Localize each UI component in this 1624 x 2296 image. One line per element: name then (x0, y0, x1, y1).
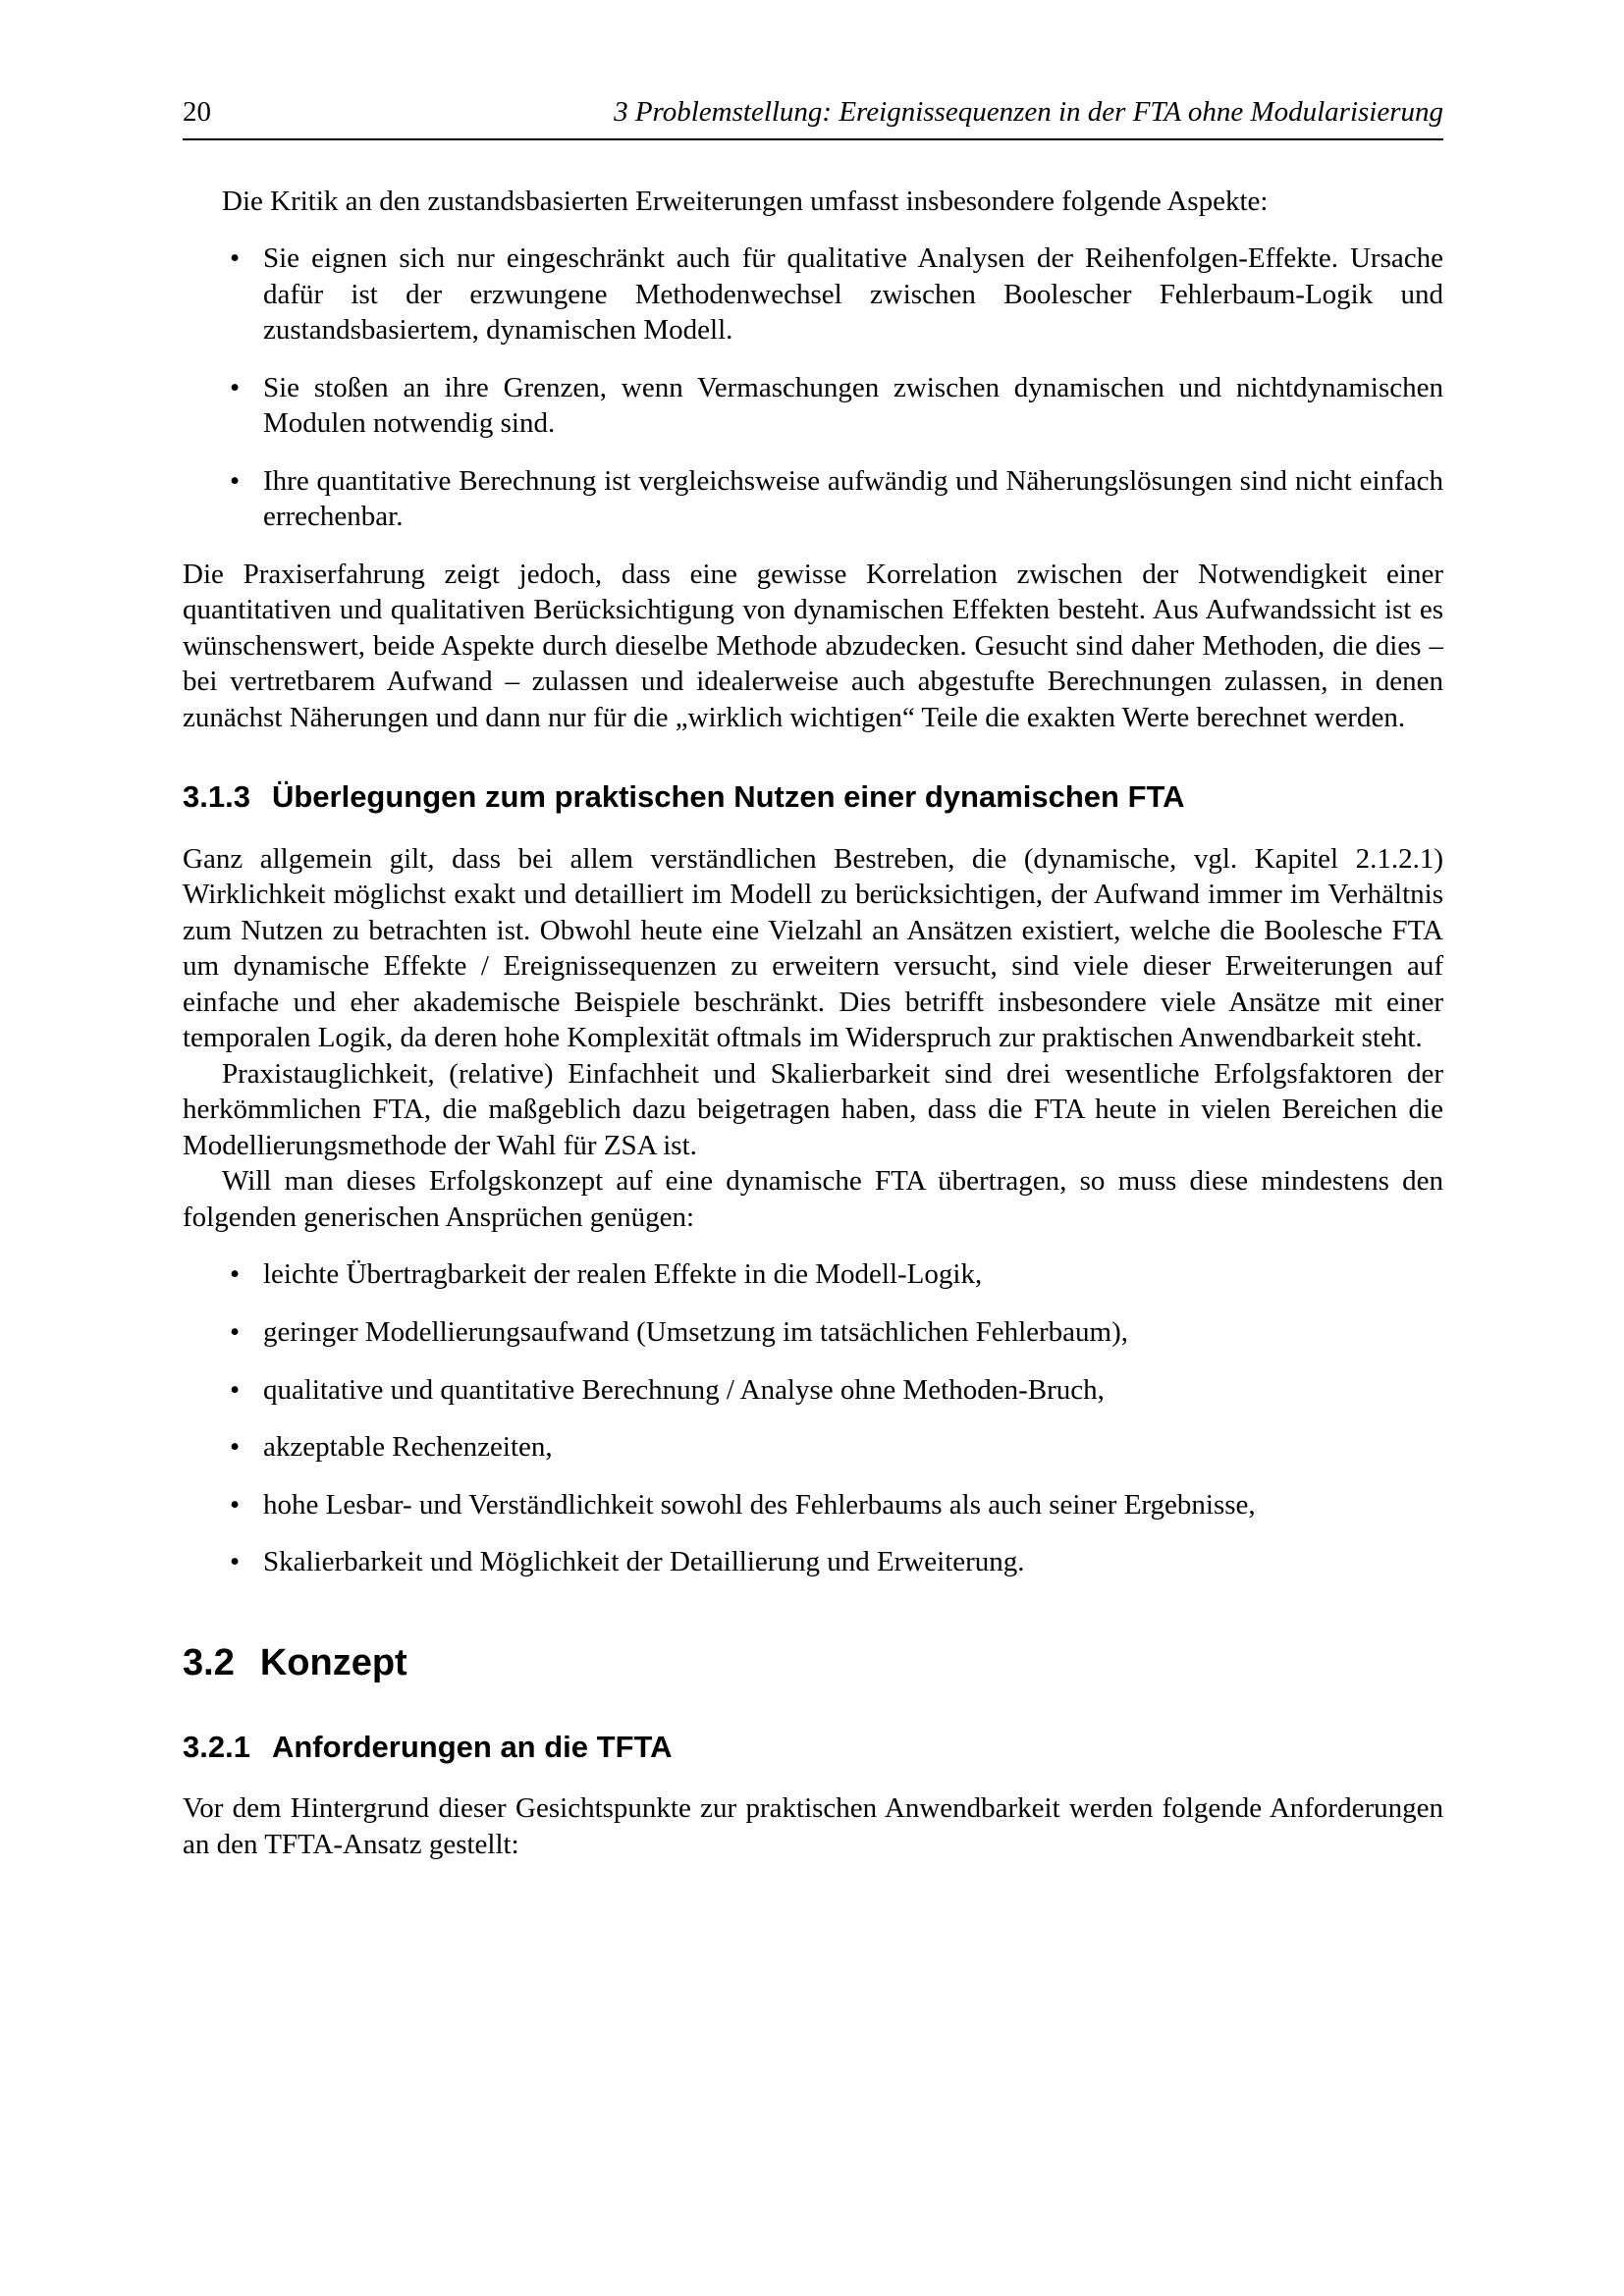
heading-number: 3.1.3 (183, 779, 250, 815)
heading-title: Überlegungen zum praktischen Nutzen einer dynamischen FTA (271, 779, 1185, 815)
running-header (183, 94, 1443, 131)
paragraph-will-man: Will man dieses Erfolgskonzept auf eine dynamische FTA übertragen, so muss diese mindestens den folgenden generischen Ansprüchen genügen: (183, 1165, 1443, 1233)
list-item: • Sie stoßen an ihre Grenzen, wenn Vermaschungen zwischen dynamischen und nichtdynamischen Modulen notwendig sind. (263, 370, 1443, 442)
intro-paragraph: Die Kritik an den zustandsbasierten Erweiterungen umfasst insbesondere folgende Aspekte: (222, 185, 1269, 217)
heading-number: 3.2 (183, 1641, 235, 1683)
running-header-title: 3 Problemstellung: Ereignissequenzen in der FTA ohne Modularisierung (614, 96, 1443, 128)
list-item: • geringer Modellierungsaufwand (Umsetzung im tatsächlichen Fehlerbaum), (263, 1314, 1443, 1351)
heading-3-2 (183, 1641, 1443, 1686)
list-item: • Skalierbarkeit und Möglichkeit der Detaillierung und Erweiterung. (263, 1544, 1443, 1580)
paragraph-ganz-allgemein: Ganz allgemein gilt, dass bei allem verständlichen Bestreben, die (dynamische, vgl. Kapitel 2.1.2.1) Wirklichkeit möglichst exakt und detailliert im Modell zu berücksichtigen, der Aufwand immer im Verhältnis zum Nutzen zu betrachten ist. Obwohl heute eine Vielzahl an Ansätzen existiert, welche die Boolesche FTA um dynamische Effekte / Ereignissequenzen zu erweitern versucht, sind viele dieser Erweiterungen auf einfache und eher akademische Beispiele beschränkt. Dies betrifft insbesondere viele Ansätze mit einer temporalen Logik, da deren hohe Komplexität oftmals im Widerspruch zur praktischen Anwendbarkeit steht. (183, 842, 1443, 1054)
heading-number: 3.2.1 (183, 1730, 250, 1765)
list-item: • Sie eignen sich nur eingeschränkt auch für qualitative Analysen der Reihenfolgen-Effekte. Ursache dafür ist der erzwungene Methodenwechsel zwischen Boolescher Fehlerbaum-Logik und zustandsbasiertem, dynamischen Modell. (263, 240, 1443, 348)
list-item: • leichte Übertragbarkeit der realen Effekte in die Modell-Logik, (263, 1256, 1443, 1293)
heading-title: Anforderungen an die TFTA (271, 1730, 673, 1765)
list-item: • qualitative und quantitative Berechnung / Analyse ohne Methoden-Bruch, (263, 1372, 1443, 1409)
list-item: • Ihre quantitative Berechnung ist vergleichsweise aufwändig und Näherungslösungen sind nicht einfach errechenbar. (263, 463, 1443, 535)
heading-3-1-3 (183, 778, 1443, 815)
page-number: 20 (183, 96, 211, 128)
paragraph-praxistauglichkeit: Praxistauglichkeit, (relative) Einfachheit und Skalierbarkeit sind drei wesentliche Erfolgsfaktoren der herkömmlichen FTA, die maßgeblich dazu beigetragen haben, dass die FTA heute in vielen Bereichen die Modellierungsmethode der Wahl für ZSA ist. (183, 1057, 1443, 1161)
requirements-list (183, 1256, 1443, 1579)
list-item: • akzeptable Rechenzeiten, (263, 1429, 1443, 1466)
heading-3-2-1 (183, 1729, 1443, 1765)
header-rule (183, 138, 1443, 140)
critique-list (183, 240, 1443, 535)
paragraph-vor-dem: Vor dem Hintergrund dieser Gesichtspunkte zur praktischen Anwendbarkeit werden folgende Anforderungen an den TFTA-Ansatz gestellt: (183, 1792, 1443, 1860)
heading-title: Konzept (259, 1641, 407, 1683)
body-text (183, 184, 1443, 1863)
list-item: • hohe Lesbar- und Verständlichkeit sowohl des Fehlerbaums als auch seiner Ergebnisse, (263, 1487, 1443, 1523)
paragraph-praxiserfahrung: Die Praxiserfahrung zeigt jedoch, dass eine gewisse Korrelation zwischen der Notwendigkeit einer quantitativen und qualitativen Berücksichtigung von dynamischen Effekten besteht. Aus Aufwandssicht ist es wünschenswert, beide Aspekte durch dieselbe Methode abzudecken. Gesucht sind daher Methoden, die dies – bei vertretbarem Aufwand – zulassen und idealerweise auch abgestufte Berechnungen zulassen, in denen zunächst Näherungen und dann nur für die „wirklich wichtigen“ Teile die exakten Werte berechnet werden. (183, 558, 1443, 733)
